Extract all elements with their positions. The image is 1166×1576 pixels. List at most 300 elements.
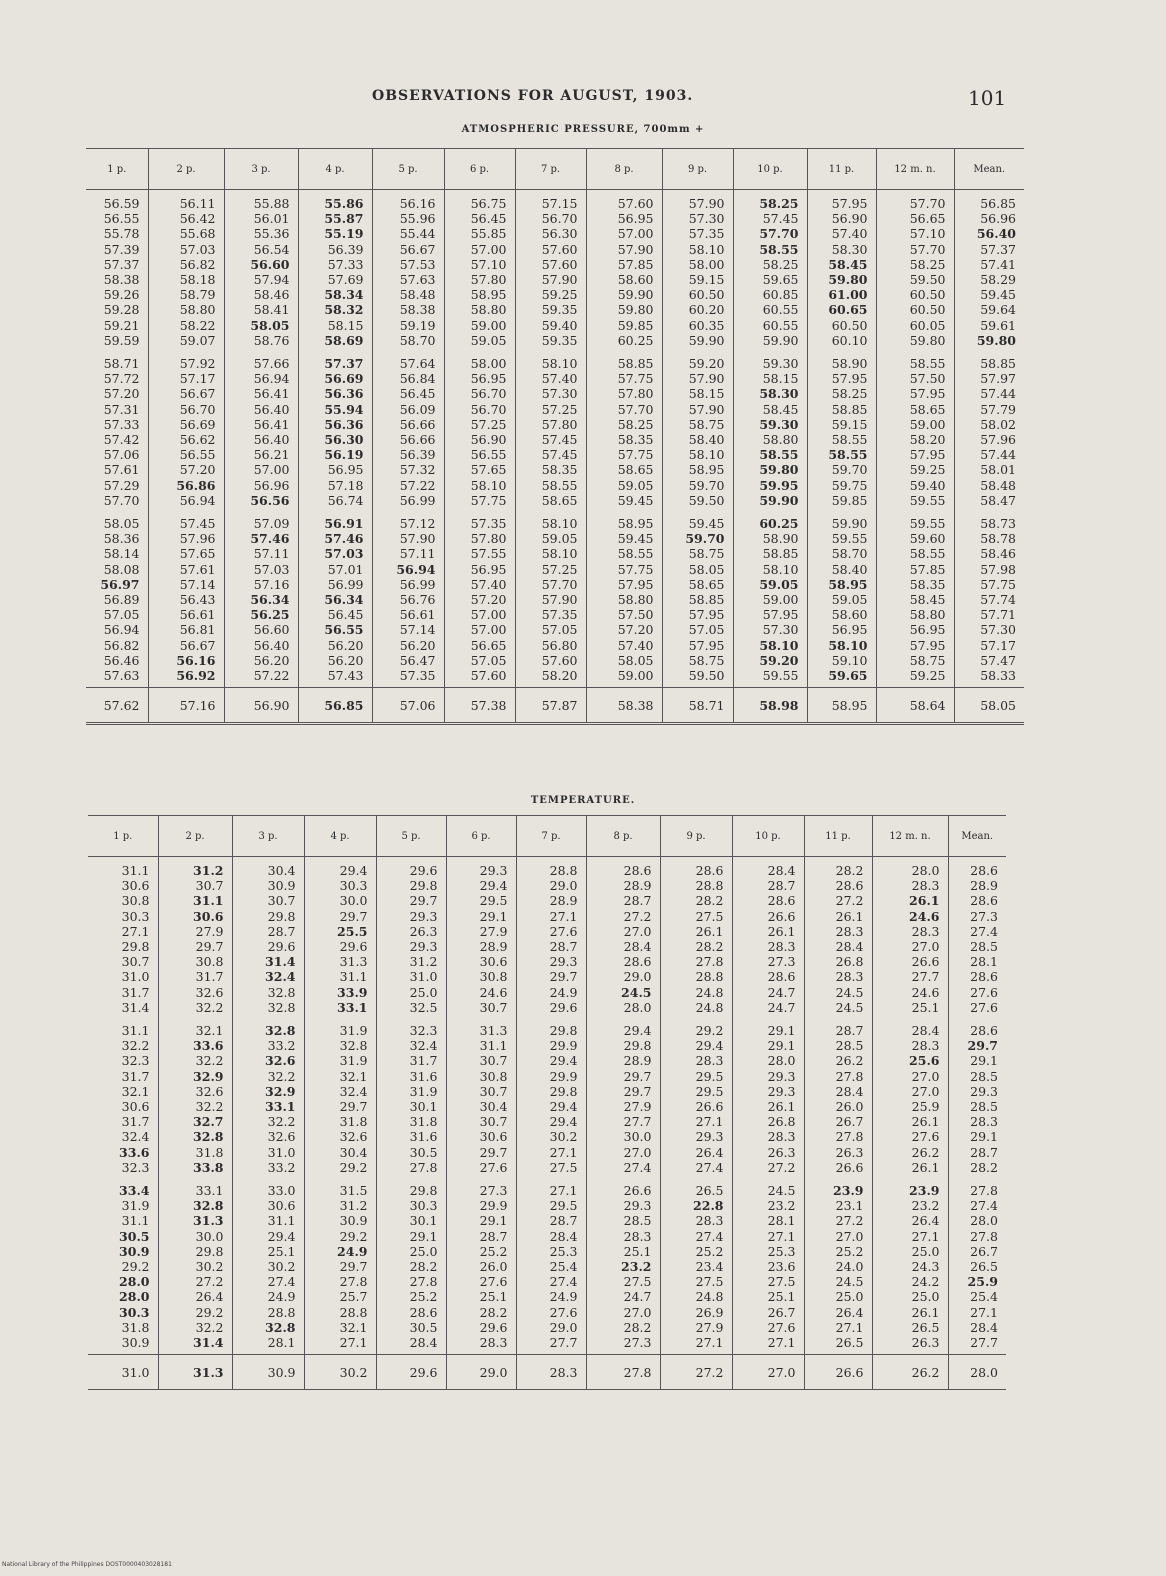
value-cell: 29.0: [623, 969, 652, 985]
value-cell: 58.75: [688, 546, 725, 562]
value-cell: 26.6: [695, 1099, 724, 1115]
value-cell: 29.8: [121, 939, 150, 955]
value-cell: 56.34: [250, 592, 290, 608]
mean-cell: 58.71: [662, 688, 733, 724]
value-cell: 59.70: [688, 477, 725, 493]
value-cell: 29.7: [339, 1099, 368, 1115]
value-cell: 59.05: [759, 576, 799, 592]
value-cell: 30.3: [339, 878, 368, 894]
value-cell: 57.95: [831, 371, 868, 387]
value-cell: 58.00: [688, 256, 725, 272]
value-cell: 29.3: [549, 954, 578, 970]
value-cell: 60.85: [762, 287, 799, 303]
value-cell: 28.6: [970, 893, 998, 909]
value-cell: 56.42: [179, 211, 216, 227]
value-cell: 57.31: [103, 401, 140, 417]
value-cell: 26.6: [623, 1183, 652, 1199]
value-cell: 28.6: [623, 954, 652, 970]
value-cell: 59.80: [828, 272, 868, 288]
value-cell: 57.46: [324, 531, 364, 547]
value-cell: 29.3: [409, 908, 438, 924]
value-cell: 31.4: [193, 1335, 224, 1351]
value-cell: 30.6: [193, 908, 224, 924]
value-cell: 58.41: [253, 302, 290, 318]
value-cell: 28.2: [479, 1304, 508, 1320]
value-cell: 28.4: [835, 939, 864, 955]
value-cell: 26.1: [767, 1099, 796, 1115]
value-cell: 57.25: [470, 416, 507, 432]
value-cell: 29.5: [695, 1068, 724, 1084]
value-cell: 31.1: [121, 1213, 150, 1229]
col-header: 5 p.: [376, 816, 446, 857]
value-cell: 59.00: [762, 592, 799, 608]
value-cell: 29.9: [549, 1068, 578, 1084]
value-cell: 59.80: [759, 462, 799, 478]
value-cell: 25.3: [767, 1243, 796, 1259]
value-cell: 25.6: [909, 1053, 940, 1069]
value-cell: 58.45: [828, 256, 868, 272]
value-cell: 24.7: [623, 1289, 652, 1305]
value-cell: 56.70: [541, 211, 578, 227]
value-cell: 57.14: [399, 622, 436, 638]
value-cell: 27.2: [623, 908, 652, 924]
value-cell: 60.50: [688, 287, 725, 303]
value-cell: 58.55: [759, 447, 799, 463]
value-cell: 56.95: [470, 561, 507, 577]
value-cell: 56.55: [470, 447, 507, 463]
value-cell: 25.0: [409, 1243, 438, 1259]
value-cell: 56.40: [976, 226, 1016, 242]
value-cell: 57.03: [253, 561, 290, 577]
value-cell: 25.7: [339, 1289, 368, 1305]
value-cell: 29.1: [409, 1228, 438, 1244]
value-cell: 31.7: [121, 984, 150, 1000]
value-cell: 26.1: [909, 893, 940, 909]
value-cell: 27.6: [970, 984, 998, 1000]
value-cell: 29.2: [339, 1228, 368, 1244]
value-cell: 29.7: [409, 893, 438, 909]
value-cell: 25.5: [337, 923, 368, 939]
value-cell: 27.7: [911, 969, 940, 985]
value-cell: 57.95: [762, 607, 799, 623]
value-cell: 60.55: [762, 302, 799, 318]
value-cell: 33.8: [193, 1159, 224, 1175]
value-cell: 29.7: [549, 969, 578, 985]
value-cell: 60.50: [909, 287, 946, 303]
value-cell: 27.8: [695, 954, 724, 970]
value-cell: 27.1: [549, 1183, 578, 1199]
value-cell: 27.1: [970, 1304, 998, 1320]
mean-cell: 57.87: [515, 688, 586, 724]
value-cell: 56.95: [470, 371, 507, 387]
mean-cell: 29.6: [376, 1355, 446, 1390]
value-cell: 31.2: [409, 954, 438, 970]
value-cell: 57.09: [253, 516, 290, 532]
value-column: [954, 190, 1024, 688]
value-cell: 59.55: [909, 516, 946, 532]
value-cell: 28.4: [911, 1023, 940, 1039]
value-cell: 57.74: [980, 592, 1016, 608]
value-cell: 31.8: [409, 1114, 438, 1130]
value-cell: 23.1: [835, 1198, 864, 1214]
value-cell: 27.4: [695, 1228, 724, 1244]
value-cell: 32.4: [121, 1129, 150, 1145]
value-cell: 56.45: [399, 386, 436, 402]
value-cell: 57.12: [399, 516, 436, 532]
value-cell: 27.6: [549, 923, 578, 939]
value-cell: 58.46: [253, 287, 290, 303]
value-cell: 29.5: [695, 1083, 724, 1099]
value-cell: 24.9: [549, 984, 578, 1000]
value-cell: 31.6: [409, 1129, 438, 1145]
value-cell: 56.54: [253, 241, 290, 257]
value-cell: 26.2: [911, 1144, 940, 1160]
value-cell: 29.2: [195, 1304, 224, 1320]
value-cell: 27.2: [767, 1159, 796, 1175]
value-cell: 57.60: [617, 196, 654, 211]
value-cell: 30.4: [267, 863, 296, 878]
value-cell: 58.55: [831, 432, 868, 448]
value-cell: 56.86: [176, 477, 216, 493]
value-cell: 58.35: [617, 432, 654, 448]
value-cell: 57.79: [980, 401, 1016, 417]
value-cell: 26.8: [835, 954, 864, 970]
value-column: [446, 857, 516, 1355]
value-cell: 27.4: [267, 1274, 296, 1290]
value-cell: 60.50: [831, 317, 868, 333]
value-cell: 28.6: [970, 863, 998, 878]
value-cell: 57.75: [980, 576, 1016, 592]
value-cell: 55.85: [470, 226, 507, 242]
value-cell: 59.15: [831, 416, 868, 432]
value-cell: 57.96: [179, 531, 216, 547]
value-cell: 28.3: [835, 969, 864, 985]
value-cell: 26.7: [835, 1114, 864, 1130]
value-cell: 56.16: [176, 652, 216, 668]
value-cell: 56.90: [831, 211, 868, 227]
value-cell: 58.95: [688, 462, 725, 478]
value-cell: 58.65: [541, 492, 578, 508]
value-cell: 29.3: [479, 863, 508, 878]
value-cell: 56.21: [253, 447, 290, 463]
value-cell: 24.7: [767, 984, 796, 1000]
value-cell: 24.5: [767, 1183, 796, 1199]
value-cell: 57.03: [179, 241, 216, 257]
value-cell: 27.0: [911, 1083, 940, 1099]
value-cell: 56.45: [327, 607, 364, 623]
value-cell: 30.6: [479, 954, 508, 970]
value-cell: 28.7: [835, 1023, 864, 1039]
value-cell: 27.2: [835, 1213, 864, 1229]
value-cell: 56.94: [253, 371, 290, 387]
value-cell: 58.80: [909, 607, 946, 623]
value-cell: 56.84: [399, 371, 436, 387]
value-cell: 57.71: [980, 607, 1016, 623]
col-header: 11 p.: [807, 149, 876, 190]
value-cell: 28.2: [409, 1259, 438, 1275]
value-cell: 59.90: [617, 287, 654, 303]
col-header: 11 p.: [804, 816, 872, 857]
value-cell: 60.20: [688, 302, 725, 318]
value-cell: 57.94: [253, 272, 290, 288]
value-cell: 27.8: [835, 1129, 864, 1145]
value-cell: 58.25: [909, 256, 946, 272]
value-cell: 28.6: [970, 1023, 998, 1039]
value-cell: 59.05: [617, 477, 654, 493]
value-cell: 22.8: [693, 1198, 724, 1214]
value-cell: 27.1: [695, 1114, 724, 1130]
mean-cell: 58.95: [807, 688, 876, 724]
temperature-header-row: [88, 816, 1006, 857]
value-cell: 58.10: [759, 637, 799, 653]
value-cell: 29.1: [479, 908, 508, 924]
value-cell: 57.20: [470, 592, 507, 608]
value-cell: 27.0: [623, 1304, 652, 1320]
value-cell: 57.43: [327, 668, 364, 684]
value-column: [376, 857, 446, 1355]
value-cell: 33.2: [267, 1038, 296, 1054]
value-cell: 31.5: [339, 1183, 368, 1199]
value-cell: 57.22: [399, 477, 436, 493]
value-cell: 56.45: [470, 211, 507, 227]
value-cell: 57.35: [470, 516, 507, 532]
value-cell: 57.45: [541, 447, 578, 463]
value-cell: 32.6: [195, 1083, 224, 1099]
value-cell: 30.9: [339, 1213, 368, 1229]
value-cell: 56.65: [909, 211, 946, 227]
value-cell: 59.45: [688, 516, 725, 532]
value-cell: 27.1: [767, 1228, 796, 1244]
value-cell: 58.20: [909, 432, 946, 448]
value-cell: 56.09: [399, 401, 436, 417]
value-cell: 57.80: [617, 386, 654, 402]
value-cell: 57.72: [103, 371, 140, 387]
value-cell: 29.7: [195, 939, 224, 955]
value-cell: 29.0: [549, 878, 578, 894]
col-header: 1 p.: [86, 149, 148, 190]
value-cell: 32.6: [265, 1053, 296, 1069]
value-cell: 57.05: [541, 622, 578, 638]
value-cell: 57.63: [399, 272, 436, 288]
value-cell: 56.96: [980, 211, 1016, 227]
value-cell: 59.19: [399, 317, 436, 333]
value-cell: 56.46: [103, 652, 140, 668]
value-cell: 58.10: [762, 561, 799, 577]
value-cell: 58.10: [541, 546, 578, 562]
col-header: 10 p.: [733, 149, 807, 190]
value-cell: 23.2: [767, 1198, 796, 1214]
value-cell: 28.7: [479, 1228, 508, 1244]
value-cell: 32.1: [339, 1319, 368, 1335]
value-cell: 58.85: [762, 546, 799, 562]
value-cell: 24.8: [695, 1289, 724, 1305]
value-cell: 56.20: [327, 637, 364, 653]
mean-cell: 58.64: [876, 688, 954, 724]
value-cell: 56.89: [103, 592, 140, 608]
value-cell: 57.75: [617, 371, 654, 387]
value-cell: 58.95: [828, 576, 868, 592]
value-cell: 56.74: [327, 492, 364, 508]
value-cell: 58.79: [179, 287, 216, 303]
value-cell: 30.5: [119, 1228, 150, 1244]
value-cell: 30.2: [549, 1129, 578, 1145]
value-cell: 60.50: [909, 302, 946, 318]
value-cell: 26.3: [911, 1335, 940, 1351]
value-cell: 56.16: [399, 196, 436, 211]
value-cell: 27.1: [695, 1335, 724, 1351]
value-cell: 57.90: [617, 241, 654, 257]
value-cell: 29.2: [695, 1023, 724, 1039]
value-cell: 57.90: [541, 592, 578, 608]
value-cell: 57.95: [909, 637, 946, 653]
value-cell: 59.90: [831, 516, 868, 532]
value-column: [88, 857, 158, 1355]
value-cell: 56.99: [399, 576, 436, 592]
value-cell: 58.80: [470, 302, 507, 318]
value-cell: 31.1: [479, 1038, 508, 1054]
value-cell: 56.59: [103, 196, 140, 211]
value-cell: 28.9: [549, 893, 578, 909]
col-header: 3 p.: [232, 816, 304, 857]
value-cell: 57.22: [253, 668, 290, 684]
value-cell: 58.25: [762, 256, 799, 272]
value-column: [516, 857, 586, 1355]
pressure-section-title: ATMOSPHERIC PRESSURE, 700mm +: [461, 124, 705, 135]
value-cell: 33.1: [337, 999, 368, 1015]
value-cell: 29.4: [623, 1023, 652, 1039]
value-cell: 28.4: [970, 1319, 998, 1335]
value-cell: 57.90: [399, 531, 436, 547]
value-cell: 23.2: [621, 1259, 652, 1275]
value-cell: 55.19: [324, 226, 364, 242]
value-column: [732, 857, 804, 1355]
value-cell: 24.8: [695, 999, 724, 1015]
value-cell: 28.9: [970, 878, 998, 894]
value-cell: 29.4: [479, 878, 508, 894]
value-cell: 55.86: [324, 196, 364, 211]
value-cell: 27.3: [623, 1335, 652, 1351]
value-cell: 58.85: [980, 356, 1016, 372]
mean-cell: 58.05: [954, 688, 1024, 724]
value-cell: 27.6: [970, 999, 998, 1015]
value-cell: 56.99: [327, 576, 364, 592]
value-cell: 30.3: [121, 908, 150, 924]
value-cell: 58.30: [759, 386, 799, 402]
value-cell: 30.6: [479, 1129, 508, 1145]
value-cell: 58.95: [617, 516, 654, 532]
value-cell: 28.0: [911, 863, 940, 878]
value-cell: 57.30: [980, 622, 1016, 638]
col-header: 2 p.: [158, 816, 232, 857]
value-column: [662, 190, 733, 688]
value-cell: 58.20: [541, 668, 578, 684]
value-cell: 56.96: [253, 477, 290, 493]
value-cell: 58.55: [909, 356, 946, 372]
value-cell: 59.30: [762, 356, 799, 372]
value-cell: 56.20: [253, 652, 290, 668]
value-cell: 30.3: [409, 1198, 438, 1214]
value-cell: 57.60: [541, 652, 578, 668]
value-cell: 28.4: [835, 1083, 864, 1099]
value-cell: 27.5: [695, 908, 724, 924]
value-cell: 31.3: [193, 1213, 224, 1229]
value-cell: 56.40: [253, 401, 290, 417]
value-cell: 58.85: [831, 401, 868, 417]
value-cell: 56.92: [176, 668, 216, 684]
value-cell: 57.60: [470, 668, 507, 684]
value-cell: 57.20: [617, 622, 654, 638]
value-cell: 59.55: [909, 492, 946, 508]
value-cell: 27.6: [911, 1129, 940, 1145]
value-cell: 58.70: [399, 332, 436, 348]
value-cell: 30.0: [623, 1129, 652, 1145]
pressure-header-row: [86, 149, 1024, 190]
value-cell: 23.6: [767, 1259, 796, 1275]
value-cell: 27.9: [623, 1099, 652, 1115]
value-cell: 58.35: [541, 462, 578, 478]
page-title: OBSERVATIONS FOR AUGUST, 1903.: [372, 88, 694, 104]
value-cell: 28.1: [970, 954, 998, 970]
value-cell: 57.95: [909, 386, 946, 402]
value-cell: 33.1: [265, 1099, 296, 1115]
col-header: 12 m. n.: [876, 149, 954, 190]
value-cell: 27.5: [549, 1159, 578, 1175]
value-cell: 33.1: [195, 1183, 224, 1199]
value-cell: 57.65: [179, 546, 216, 562]
value-cell: 30.6: [121, 878, 150, 894]
value-cell: 28.0: [767, 1053, 796, 1069]
value-cell: 24.8: [695, 984, 724, 1000]
value-cell: 58.78: [980, 531, 1016, 547]
value-cell: 56.69: [324, 371, 364, 387]
value-cell: 25.9: [967, 1274, 998, 1290]
value-cell: 57.98: [980, 561, 1016, 577]
value-cell: 58.05: [617, 652, 654, 668]
value-cell: 60.25: [759, 516, 799, 532]
value-cell: 29.8: [409, 878, 438, 894]
value-cell: 59.85: [831, 492, 868, 508]
value-cell: 27.8: [409, 1159, 438, 1175]
value-cell: 59.35: [541, 302, 578, 318]
mean-cell: 27.8: [586, 1355, 660, 1390]
value-cell: 26.4: [911, 1213, 940, 1229]
value-cell: 58.34: [324, 287, 364, 303]
col-header: 4 p.: [298, 149, 372, 190]
value-cell: 59.05: [470, 332, 507, 348]
value-cell: 32.6: [267, 1129, 296, 1145]
value-cell: 56.41: [253, 386, 290, 402]
value-cell: 57.40: [617, 637, 654, 653]
value-cell: 58.75: [688, 416, 725, 432]
value-cell: 29.8: [549, 1023, 578, 1039]
value-cell: 57.61: [103, 462, 140, 478]
value-cell: 31.0: [267, 1144, 296, 1160]
value-cell: 28.7: [767, 878, 796, 894]
value-cell: 57.90: [688, 401, 725, 417]
value-cell: 26.5: [911, 1319, 940, 1335]
value-column: [733, 190, 807, 688]
temperature-mean-row: [88, 1355, 1006, 1390]
value-cell: 56.55: [179, 447, 216, 463]
value-cell: 56.70: [470, 401, 507, 417]
value-cell: 27.4: [970, 1198, 998, 1214]
value-cell: 28.5: [970, 1099, 998, 1115]
col-header: 5 p.: [372, 149, 444, 190]
value-cell: 59.80: [909, 332, 946, 348]
value-cell: 59.26: [103, 287, 140, 303]
value-cell: 57.05: [103, 607, 140, 623]
value-cell: 57.80: [470, 272, 507, 288]
